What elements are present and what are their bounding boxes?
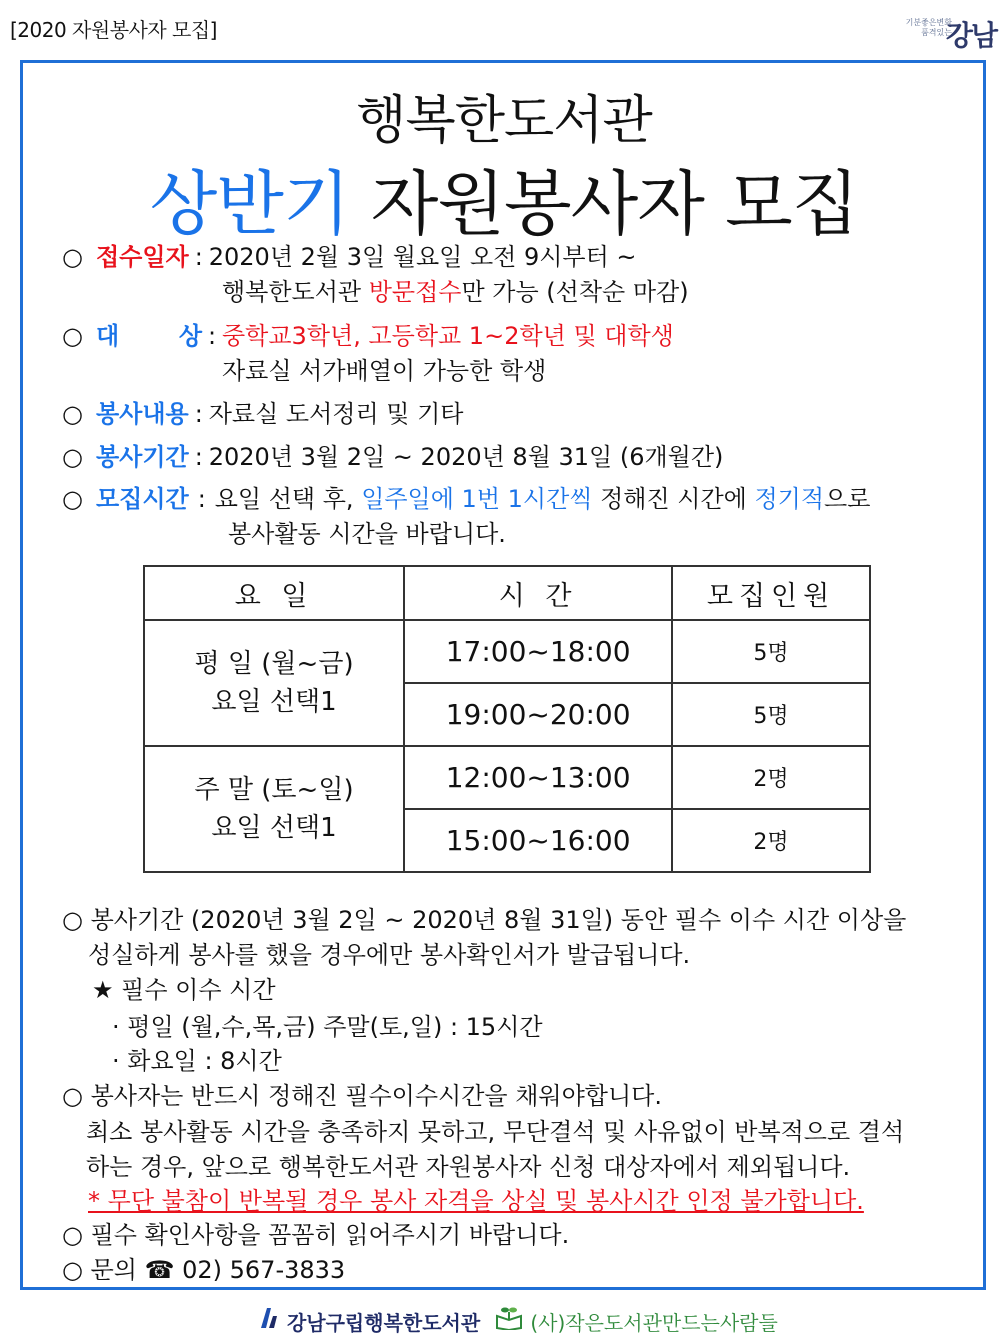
logo-slogan: 기분좋은변화 품격있는 — [905, 18, 952, 37]
time-cell: 17:00~18:00 — [404, 620, 672, 683]
time-cell: 19:00~20:00 — [404, 683, 672, 746]
note-3: ○ 필수 확인사항을 꼼꼼히 읽어주시기 바랍니다. — [62, 1221, 570, 1249]
target-label: 대 상 — [96, 322, 202, 350]
book-sprout-icon — [494, 1306, 524, 1335]
info-reception: ○ 접수일자 : 2020년 2월 3일 월요일 오전 9시부터 ~ — [62, 243, 637, 271]
title-highlight: 상반기 — [149, 163, 350, 245]
info-target: ○ 대 상 : 중학교3학년, 고등학교 1~2학년 및 대학생 — [62, 319, 674, 353]
table-header-row — [144, 566, 870, 620]
page-title: 행복한도서관 — [356, 91, 652, 151]
warning-note: * 무단 불참이 반복될 경우 봉사 자격을 상실 및 봉사시간 인정 불가합니다. — [88, 1187, 864, 1215]
note-2-line1: ○ 봉사자는 반드시 정해진 필수이수시간을 채워야합니다. — [62, 1082, 662, 1110]
note-2-line2: 최소 봉사활동 시간을 충족하지 못하고, 무단결석 및 사유없이 반복적으로 결석 — [86, 1118, 905, 1146]
header-time: 시 간 — [404, 566, 672, 620]
info-target-line2: 자료실 서가배열이 가능한 학생 — [222, 357, 547, 385]
info-period: ○ 봉사기간 : 2020년 3월 2일 ~ 2020년 8월 31일 (6개월간) — [62, 443, 724, 471]
gangnam-logo — [906, 14, 996, 50]
count-cell: 2명 — [672, 746, 870, 809]
reception-label: 접수일자 — [96, 243, 189, 271]
contact-info: ○ 문의 ☎ 02) 567-3833 — [62, 1256, 346, 1284]
page-subtitle: 상반기 자원봉사자 모집 — [149, 163, 859, 245]
note-1-line2: 성실하게 봉사를 했을 경우에만 봉사확인서가 발급됩니다. — [88, 941, 691, 969]
logo-wordmark: 강남 — [945, 19, 996, 52]
header-day: 요 일 — [144, 566, 404, 620]
header-count: 모집인원 — [672, 566, 870, 620]
count-cell: 2명 — [672, 809, 870, 872]
weekday-cell: 평 일 (월~금) 요일 선택1 — [144, 620, 404, 746]
required-hours-tuesday: · 화요일 : 8시간 — [112, 1047, 282, 1075]
required-hours-weekday: · 평일 (월,수,목,금) 주말(토,일) : 15시간 — [112, 1013, 543, 1041]
required-hours-heading: ★ 필수 이수 시간 — [92, 976, 276, 1004]
schedule-table — [143, 565, 871, 873]
table-row — [144, 746, 870, 809]
info-reception-line2: 행복한도서관 방문접수만 가능 (선착순 마감) — [222, 278, 689, 306]
period-label: 봉사기간 — [96, 443, 189, 471]
time-label: 모집시간 — [96, 485, 189, 513]
footer-partner-logo: (사)작은도서관만드는사람들 — [494, 1306, 778, 1336]
info-content: ○ 봉사내용 : 자료실 도서정리 및 기타 — [62, 400, 464, 428]
header-tag: [2020 자원봉사자 모집] — [10, 18, 217, 42]
note-1-line1: ○ 봉사기간 (2020년 3월 2일 ~ 2020년 8월 31일) 동안 필수 이수 시간 이상을 — [62, 906, 907, 934]
phone-icon: ☎ — [144, 1256, 175, 1284]
time-cell: 12:00~13:00 — [404, 746, 672, 809]
content-label: 봉사내용 — [96, 400, 189, 428]
info-time-line2: 봉사활동 시간을 바랍니다. — [228, 520, 506, 548]
count-cell: 5명 — [672, 620, 870, 683]
note-2-line3: 하는 경우, 앞으로 행복한도서관 자원봉사자 신청 대상자에서 제외됩니다. — [86, 1153, 851, 1181]
table-row — [144, 620, 870, 683]
info-time: ○ 모집시간 : 요일 선택 후, 일주일에 1번 1시간씩 정해진 시간에 정기적으로 — [62, 485, 871, 513]
count-cell: 5명 — [672, 683, 870, 746]
library-emblem-icon — [258, 1306, 280, 1335]
weekend-cell: 주 말 (토~일) 요일 선택1 — [144, 746, 404, 872]
time-cell: 15:00~16:00 — [404, 809, 672, 872]
footer-library-logo: 강남구립행복한도서관 — [258, 1306, 480, 1336]
